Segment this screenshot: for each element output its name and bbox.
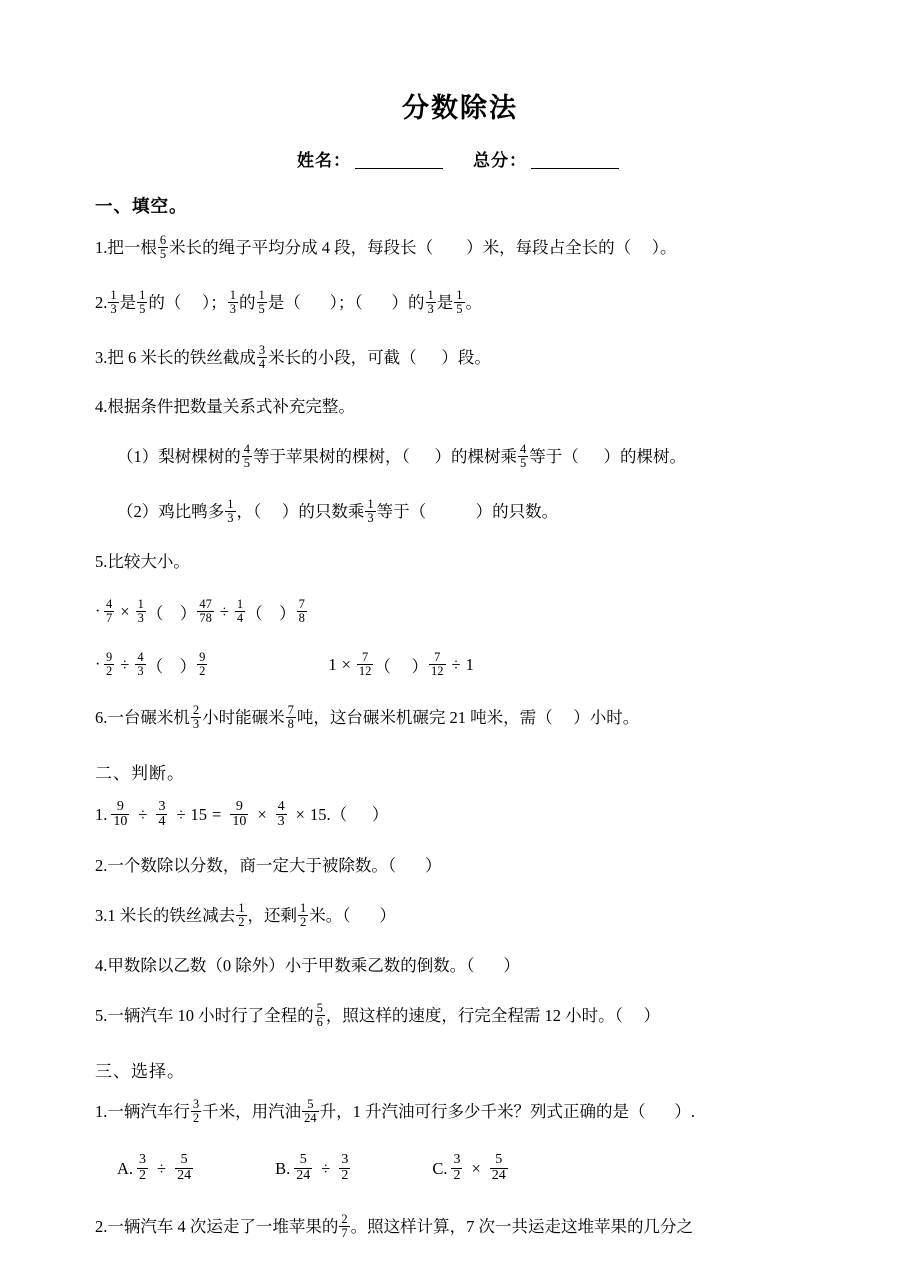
- fraction-denominator: 12: [431, 663, 444, 678]
- fraction-numerator: 1: [139, 287, 146, 302]
- fraction-numerator: 4: [137, 649, 144, 664]
- answer-blank[interactable]: [363, 295, 392, 312]
- question-text: 米长的小段，可截（: [268, 347, 417, 367]
- question-text: 升，1 升汽油可行多少千米？列式正确的是（: [319, 1101, 646, 1121]
- question-text: 1: [328, 654, 337, 674]
- fraction-denominator: 3: [137, 610, 144, 625]
- fraction: [236, 902, 246, 929]
- question-number: 2.: [95, 292, 108, 312]
- question-text: ）: [179, 656, 197, 676]
- answer-blank[interactable]: [396, 858, 425, 875]
- student-info-bar: [0, 146, 920, 171]
- fraction: [230, 800, 248, 830]
- fraction-numerator: 5: [307, 1096, 314, 1111]
- fraction-numerator: 1: [238, 901, 245, 916]
- comparison-expression: [328, 651, 474, 678]
- fraction-denominator: 3: [427, 301, 434, 316]
- question-text: ，（: [236, 502, 262, 522]
- question-text: （1）梨树棵树的: [117, 447, 241, 467]
- fraction-denominator: 3: [110, 301, 117, 316]
- math-operator: ×: [120, 601, 130, 621]
- fraction-denominator: 5: [243, 456, 250, 471]
- math-operator: ×: [295, 805, 305, 825]
- question-text: ）；（: [329, 292, 363, 312]
- fraction-denominator: 3: [192, 716, 200, 731]
- question-number: 4.: [95, 397, 108, 417]
- fraction-numerator: 4: [277, 798, 285, 814]
- fraction-numerator: 9: [106, 649, 113, 664]
- question-item: [95, 800, 860, 830]
- fraction-denominator: 2: [300, 915, 307, 930]
- question-number: 2.: [95, 856, 108, 876]
- fraction-denominator: 5: [456, 301, 463, 316]
- question-text: 一辆汽车 10 小时行了全程的: [107, 1005, 314, 1025]
- question-text: 把 6 米长的铁丝截成: [107, 347, 256, 367]
- fraction-denominator: 8: [298, 610, 305, 625]
- fraction-numerator: 3: [258, 342, 266, 357]
- fraction-numerator: 47: [199, 596, 212, 611]
- fraction-numerator: 6: [159, 232, 167, 247]
- fraction-denominator: 2: [106, 663, 113, 678]
- fraction: [136, 598, 146, 625]
- fraction: [454, 289, 464, 316]
- math-operator: ÷: [176, 805, 186, 825]
- fraction: [286, 704, 296, 731]
- fraction-numerator: 9: [116, 798, 124, 814]
- answer-blank[interactable]: [631, 240, 652, 257]
- fraction: [137, 289, 147, 316]
- fraction-denominator: 7: [106, 610, 113, 625]
- fraction-numerator: 2: [192, 702, 200, 717]
- fraction-denominator: 2: [341, 1167, 349, 1183]
- fraction-numerator: 3: [192, 1096, 200, 1111]
- fraction-denominator: 24: [304, 1110, 317, 1125]
- answer-blank[interactable]: [163, 655, 180, 675]
- fraction-denominator: 3: [277, 814, 285, 830]
- fraction-denominator: 8: [287, 716, 294, 731]
- question-number: 3.: [95, 906, 108, 926]
- comparison-row: [95, 598, 860, 625]
- question-item: [95, 551, 860, 571]
- question-text: 把一根: [107, 237, 157, 257]
- fraction: [235, 598, 245, 625]
- answer-blank[interactable]: [351, 908, 380, 925]
- question-number: 2.: [95, 1216, 108, 1236]
- fraction: [197, 598, 214, 625]
- question-item: [95, 704, 860, 731]
- question-text: ）米，每段占全长的（: [466, 237, 632, 257]
- question-text: 米。（: [309, 906, 351, 926]
- question-text: ）: [279, 603, 296, 623]
- answer-blank[interactable]: [410, 449, 435, 466]
- fraction: [339, 1213, 349, 1240]
- question-text: ）小时。: [573, 707, 640, 727]
- answer-blank[interactable]: [475, 958, 504, 975]
- fraction: [357, 651, 374, 678]
- fraction: [156, 800, 167, 830]
- fraction-denominator: 24: [177, 1167, 192, 1183]
- fraction: [135, 651, 145, 678]
- question-text: ）: [179, 603, 197, 623]
- math-operator: ÷: [451, 654, 461, 674]
- answer-blank[interactable]: [553, 710, 574, 727]
- fraction-numerator: 5: [299, 1151, 307, 1167]
- question-text: 吨，这台碾米机碾完 21 吨米，需（: [296, 707, 553, 727]
- fraction: [451, 1153, 462, 1183]
- fraction: [257, 344, 267, 371]
- question-text: ）: [379, 906, 396, 926]
- fraction: [137, 1153, 148, 1183]
- question-text: ）；: [202, 292, 227, 312]
- question-text: （2）鸡比鸭多: [117, 502, 225, 522]
- question-text: 一辆汽车 4 次运走了一堆苹果的: [107, 1216, 339, 1236]
- fraction-numerator: 4: [106, 596, 113, 611]
- fraction-denominator: 2: [453, 1167, 461, 1183]
- fraction: [302, 1098, 319, 1125]
- fraction: [111, 800, 129, 830]
- fraction-denominator: 10: [232, 814, 247, 830]
- math-operator: =: [212, 805, 222, 825]
- fraction: [429, 651, 446, 678]
- fraction-numerator: 7: [298, 596, 305, 611]
- answer-blank[interactable]: [579, 449, 604, 466]
- math-operator: ÷: [157, 1158, 167, 1178]
- question-text: （: [246, 603, 263, 623]
- fraction: [298, 902, 308, 929]
- question-text: ）.: [674, 1101, 695, 1121]
- question-item: [95, 444, 860, 471]
- fraction-denominator: 3: [227, 511, 234, 526]
- fraction: [426, 289, 436, 316]
- answer-blank[interactable]: [261, 504, 282, 521]
- question-text: 小时能碾米: [202, 707, 285, 727]
- fraction-numerator: 1: [367, 497, 374, 512]
- fraction: [297, 598, 307, 625]
- fraction-denominator: 5: [139, 301, 146, 316]
- fraction-denominator: 2: [192, 1110, 200, 1125]
- question-item: [95, 858, 860, 875]
- answer-blank[interactable]: [301, 295, 330, 312]
- question-text: ，照这样的速度，行完全程需 12 小时。（: [325, 1005, 623, 1025]
- choice-option-b[interactable]: [275, 1153, 354, 1183]
- name-label: 姓名：: [297, 151, 351, 171]
- question-text: 一台碾米机: [107, 707, 190, 727]
- fraction: [339, 1153, 350, 1183]
- fraction-denominator: 2: [238, 915, 245, 930]
- fraction-numerator: 1: [229, 287, 236, 302]
- fraction-denominator: 78: [199, 610, 212, 625]
- fraction-denominator: 24: [296, 1167, 311, 1183]
- question-text: 。: [465, 292, 482, 312]
- question-text: 千米，用汽油: [202, 1101, 302, 1121]
- question-text: 是: [119, 292, 137, 312]
- fraction-denominator: 4: [236, 610, 244, 625]
- fraction: [104, 651, 114, 678]
- fraction-denominator: 2: [199, 663, 206, 678]
- score-blank-line[interactable]: [531, 168, 619, 169]
- fraction-numerator: 5: [316, 1000, 323, 1015]
- fraction: [197, 651, 207, 678]
- question-text: ）的棵树。: [603, 447, 686, 467]
- choice-option-label: C.: [432, 1158, 448, 1178]
- fraction: [257, 289, 267, 316]
- fraction-numerator: 1: [227, 497, 234, 512]
- choice-option-label: A.: [117, 1158, 134, 1178]
- fraction-numerator: 5: [495, 1151, 503, 1167]
- fraction: [315, 1002, 325, 1029]
- question-text: 1: [465, 654, 474, 674]
- fraction-denominator: 7: [341, 1226, 348, 1241]
- question-text: ）: [411, 656, 428, 676]
- math-operator: ÷: [321, 1158, 331, 1178]
- answer-blank[interactable]: [417, 350, 442, 367]
- name-blank-line[interactable]: [355, 168, 443, 169]
- section-heading-3: 三、选择。: [95, 1062, 185, 1082]
- choice-option-a[interactable]: [117, 1153, 197, 1183]
- fraction: [294, 1153, 312, 1183]
- question-text: 一个数除以分数，商一定大于被除数。（: [107, 856, 397, 876]
- fraction-numerator: 2: [341, 1212, 348, 1227]
- math-operator: ÷: [219, 601, 229, 621]
- choice-option-label: B.: [275, 1158, 291, 1178]
- fraction: [108, 289, 118, 316]
- question-text: 。照这样计算，7 次一共运走这堆苹果的几分之: [350, 1216, 693, 1236]
- question-text: （: [374, 656, 391, 676]
- fraction: [104, 598, 114, 625]
- question-number: 1.: [95, 1101, 108, 1121]
- fraction: [518, 443, 528, 470]
- answer-blank[interactable]: [181, 295, 202, 312]
- comparison-row: [95, 651, 860, 678]
- question-text: （: [146, 656, 164, 676]
- fraction-denominator: 6: [316, 1014, 323, 1029]
- answer-blank[interactable]: [347, 807, 372, 824]
- answer-blank[interactable]: [163, 602, 180, 622]
- question-text: ）的只数。: [475, 502, 559, 522]
- fraction-numerator: 1: [137, 596, 144, 611]
- question-item: [95, 289, 860, 316]
- question-text: 15.: [309, 805, 331, 825]
- fraction-numerator: 1: [236, 596, 244, 611]
- question-text: 米长的绳子平均分成 4 段，每段长（: [169, 237, 434, 257]
- question-text: 甲数除以乙数（0 除外）小于甲数乘乙数的倒数。（: [107, 955, 475, 975]
- question-text: ）。: [651, 237, 677, 257]
- question-number: 5.: [95, 551, 108, 571]
- fraction-numerator: 4: [243, 442, 250, 457]
- fraction-numerator: 1: [110, 287, 117, 302]
- section-heading-1: 一、填空。: [95, 196, 188, 217]
- question-text: ）的只数乘: [281, 502, 365, 522]
- fraction: [191, 704, 201, 731]
- fraction-denominator: 4: [258, 356, 266, 371]
- question-text: ，还剩: [247, 906, 297, 926]
- fraction-numerator: 5: [180, 1151, 188, 1167]
- choice-option-c[interactable]: [432, 1153, 511, 1183]
- question-item: [95, 1002, 860, 1029]
- question-number: 4.: [95, 955, 108, 975]
- question-text: 是: [436, 292, 454, 312]
- fraction-denominator: 3: [137, 663, 144, 678]
- question-number: 6.: [95, 707, 108, 727]
- fraction-numerator: 7: [434, 649, 441, 664]
- fraction-numerator: 1: [456, 287, 463, 302]
- fraction-numerator: 9: [199, 649, 206, 664]
- fraction-denominator: 12: [358, 663, 372, 678]
- question-text: （: [146, 603, 164, 623]
- bullet-marker: ·: [95, 655, 101, 673]
- worksheet-body: [0, 193, 920, 1240]
- fraction: [191, 1098, 201, 1125]
- question-text: 等于（: [529, 447, 579, 467]
- question-text: ）: [371, 805, 389, 825]
- fraction-denominator: 5: [159, 246, 167, 261]
- question-item: [95, 903, 860, 930]
- answer-blank[interactable]: [263, 602, 280, 622]
- fraction-numerator: 7: [362, 649, 369, 664]
- answer-blank[interactable]: [433, 240, 466, 257]
- score-label: 总分：: [473, 151, 527, 171]
- math-operator: ÷: [138, 805, 148, 825]
- question-text: ）段。: [441, 347, 491, 367]
- fraction: [242, 443, 252, 470]
- question-text: 根据条件把数量关系式补充完整。: [107, 397, 355, 417]
- fraction-numerator: 1: [258, 287, 265, 302]
- fraction-numerator: 7: [287, 702, 294, 717]
- comparison-expression: [103, 598, 308, 625]
- answer-blank[interactable]: [426, 504, 476, 521]
- fraction-numerator: 3: [341, 1151, 349, 1167]
- question-text: ）: [503, 955, 520, 975]
- question-item: [95, 499, 860, 526]
- fraction: [158, 234, 168, 261]
- question-text: ）的: [391, 292, 425, 312]
- question-number: 1.: [95, 237, 108, 257]
- comparison-expression: [103, 651, 208, 678]
- question-number: 3.: [95, 347, 108, 367]
- fraction-denominator: 2: [139, 1167, 147, 1183]
- question-item: [95, 1098, 860, 1125]
- section-heading-2: 二、判断。: [95, 764, 185, 784]
- fraction-numerator: 3: [158, 798, 166, 814]
- fraction-denominator: 5: [520, 456, 527, 471]
- question-text: 15: [190, 805, 207, 825]
- question-item: [95, 399, 860, 416]
- question-text: ）: [643, 1005, 660, 1025]
- answer-blank[interactable]: [646, 1104, 675, 1121]
- question-text: 比较大小。: [107, 551, 190, 571]
- fraction-numerator: 4: [520, 442, 527, 457]
- fraction: [276, 800, 287, 830]
- question-text: 等于苹果树的棵树，（: [253, 447, 410, 467]
- choice-options-row: [95, 1153, 860, 1183]
- question-text: 的（: [148, 292, 182, 312]
- page-title: 分数除法: [402, 93, 518, 123]
- fraction: [228, 289, 238, 316]
- question-item: [95, 1214, 860, 1241]
- fraction-denominator: 3: [367, 511, 374, 526]
- fraction-numerator: 3: [453, 1151, 461, 1167]
- question-text: ）: [425, 856, 442, 876]
- fraction: [225, 498, 235, 525]
- question-text: ）的棵树乘: [434, 447, 517, 467]
- fraction: [365, 498, 375, 525]
- fraction: [490, 1153, 508, 1183]
- question-text: 1 米长的铁丝减去: [107, 906, 236, 926]
- math-operator: ×: [257, 805, 267, 825]
- fraction: [175, 1153, 193, 1183]
- fraction-denominator: 10: [113, 814, 128, 830]
- bullet-marker: ·: [95, 602, 101, 620]
- fraction-denominator: 3: [229, 301, 236, 316]
- fraction-denominator: 24: [491, 1167, 506, 1183]
- fraction-numerator: 3: [139, 1151, 147, 1167]
- question-number: 1.: [95, 805, 108, 825]
- fraction-numerator: 9: [235, 798, 243, 814]
- question-text: 等于（: [376, 502, 427, 522]
- answer-blank[interactable]: [391, 655, 412, 675]
- math-operator: ÷: [120, 654, 130, 674]
- fraction-numerator: 1: [300, 901, 307, 916]
- math-operator: ×: [471, 1158, 481, 1178]
- question-text: 一辆汽车行: [107, 1101, 190, 1121]
- question-item: [95, 344, 860, 371]
- question-text: 的: [239, 292, 256, 312]
- fraction-denominator: 4: [158, 814, 166, 830]
- math-operator: ×: [341, 654, 351, 674]
- fraction-denominator: 5: [258, 301, 265, 316]
- fraction-numerator: 1: [427, 287, 434, 302]
- answer-blank[interactable]: [623, 1008, 644, 1025]
- question-item: [95, 234, 860, 261]
- question-item: [95, 955, 860, 975]
- question-text: （: [330, 805, 348, 825]
- question-text: 是（: [267, 292, 301, 312]
- question-number: 5.: [95, 1005, 108, 1025]
